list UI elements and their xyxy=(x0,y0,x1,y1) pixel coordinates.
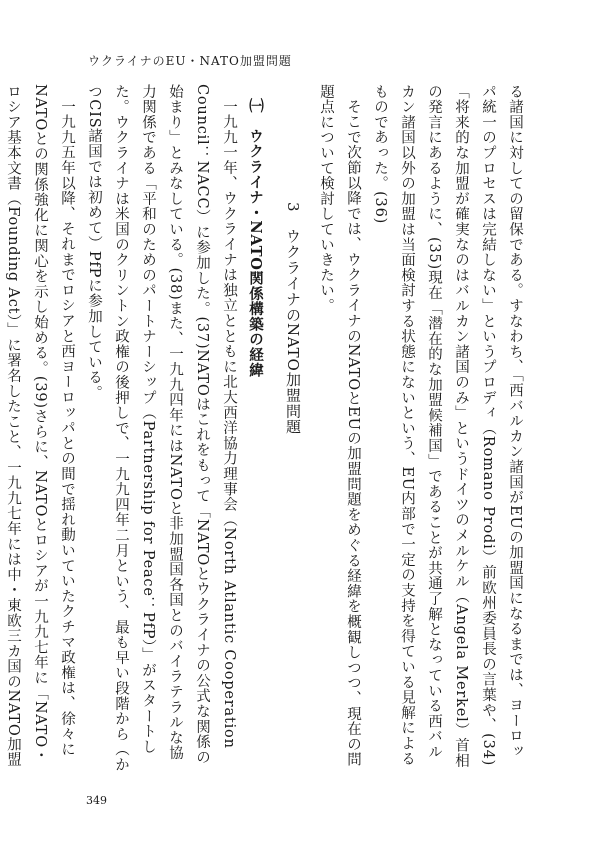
paragraph: る諸国に対しての留保である。すなわち、「西バルカン諸国がEUの加盟国になるまでは、ヨーロッパ統一のプロセスは完結しない」というプロディ（Romano Prodi）前欧州委員長の言葉や、(34)「将来的な加盟が確実なのはバルカン諸国のみ」というドイツのメルケル（Angela Merkel）首相の発言にあるように、(35)現在「潜在的な加盟候補国」であることが共通了解となっている西バルカン諸国以外の加盟は当面検討する状態にないという、EU内部で一定の支持を得ている見解によるものであった。(36) xyxy=(372,84,523,769)
page-number: 349 xyxy=(86,794,107,807)
running-head: ウクライナのEU・NATO加盟問題 xyxy=(88,54,292,68)
paragraph: そこで次節以降では、ウクライナのNATOとEUの加盟問題をめぐる経緯を概観しつつ、現在の問題点について検討していきたい。 xyxy=(318,84,361,767)
paragraph: 一九九一年、ウクライナは独立とともに北大西洋協力理事会（North Atlantic Cooperation Council：NACC）に参加した。(37)NATOはこれをもって「NATOとウクライナの公式な関係の始まり」とみなしている。(38)また、一九九四年にはNATOと非加盟国各国とのバイラテラルな協力関係である「平和のためのパートナーシップ（Partnership for Peace：PfP）」がスタートした。ウクライナは米国のクリントン政権の後押しで、一九九四年二月という、最も早い段階から（かつCIS諸国では初めて）PfPに参加している。 xyxy=(86,84,237,773)
subsection-title: ㈠ ウクライナ・NATO関係構築の経緯 xyxy=(247,98,264,378)
body-text xyxy=(5,84,528,774)
paragraph: 一九九五年以降、それまでロシアと西ヨーロッパとの間で揺れ動いていたクチマ政権は、徐々にNATOとの関係強化に関心を示し始める。(39)さらに、NATOとロシアが一九九七年に「NATO・ロシア基本文書（Founding Act）」に署名したこと、一九九七年には中・東欧三カ国のNATO加盟 xyxy=(5,84,75,768)
section-title: 3 ウクライナのNATO加盟問題 xyxy=(284,202,302,435)
